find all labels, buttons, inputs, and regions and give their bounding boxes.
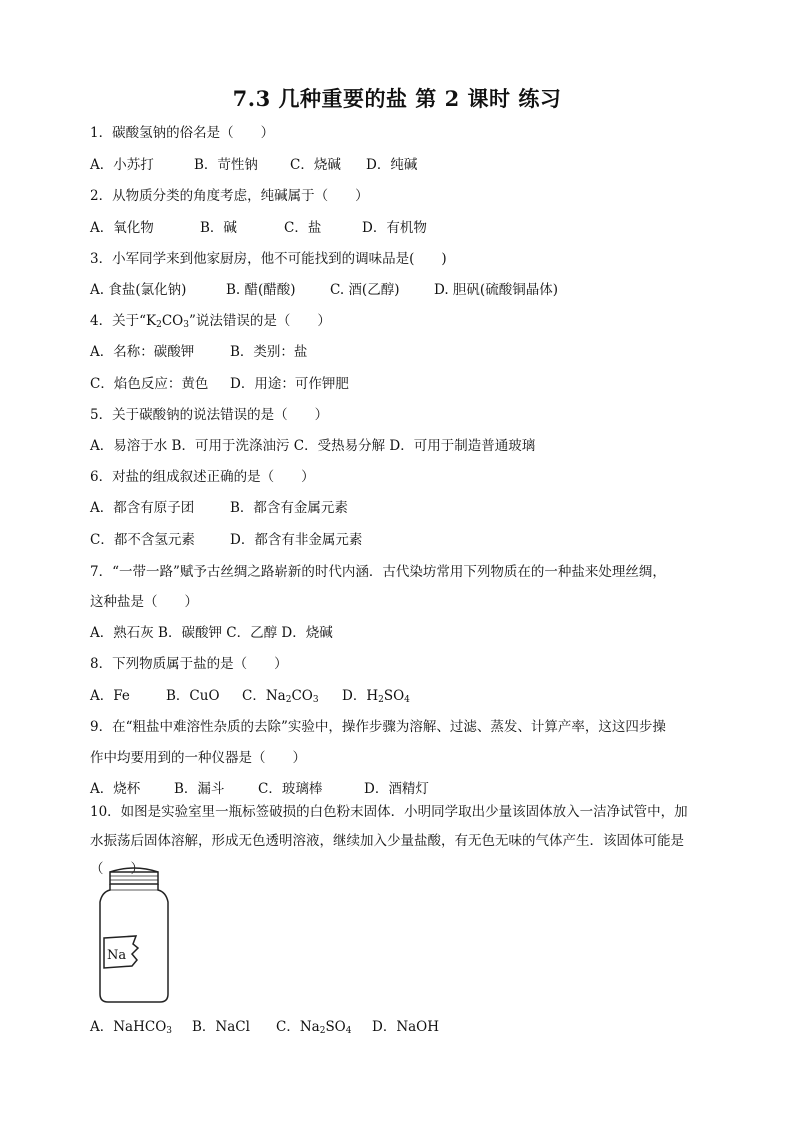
q6-option-a[interactable]: A．都含有原子团	[90, 500, 195, 516]
question-8-options	[90, 687, 410, 705]
q2-option-d[interactable]: D．有机物	[362, 220, 427, 236]
q4-option-a[interactable]: A．名称：碳酸钾	[90, 344, 195, 360]
question-9-stem-line2: 作中均要用到的一种仪器是（ ）	[90, 750, 306, 766]
question-8-stem: 8．下列物质属于盐的是（ ）	[90, 656, 288, 672]
question-7-options[interactable]: A．熟石灰 B．碳酸钾 C．乙醇 D．烧碱	[90, 625, 333, 641]
q8-d-sub2: 2	[378, 695, 384, 705]
q2-option-c[interactable]: C．盐	[284, 220, 322, 236]
q6-option-c[interactable]: C．都不含氢元素	[90, 532, 195, 548]
question-1-stem: 1．碳酸氢钠的俗名是（ ）	[90, 125, 275, 141]
question-7-stem-line1: 7．“一带一路”赋予古丝绸之路崭新的时代内涵．古代染坊常用下列物质在的一种盐来处理丝绸，	[90, 564, 666, 580]
q8-c-sub3: 3	[312, 695, 319, 705]
q3-option-d[interactable]: D. 胆矾(硫酸铜晶体)	[434, 282, 558, 298]
q8-option-b[interactable]: B．CuO	[166, 688, 220, 704]
question-6-stem: 6．对盐的组成叙述正确的是（ ）	[90, 469, 315, 485]
label-text: Na	[107, 948, 127, 963]
q8-d-mid: SO	[383, 688, 405, 704]
bottle-stopper	[110, 872, 158, 884]
question-9-stem-line1: 9．在“粗盐中难溶性杂质的去除”实验中，操作步骤为溶解、过滤、蒸发、计算产率，这这四步操	[90, 719, 666, 735]
q10-c-sub4: 4	[345, 1026, 352, 1036]
question-10-stem-line3: （ ）	[90, 861, 144, 877]
q4-sub-2: 2	[156, 320, 162, 330]
question-1-options	[90, 156, 417, 174]
q10-c-sub2: 2	[319, 1026, 326, 1036]
q1-option-d[interactable]: D．纯碱	[366, 157, 418, 173]
q10-c-text: C．Na	[276, 1019, 320, 1035]
q1-option-a[interactable]: A．小苏打	[90, 157, 154, 173]
q4-stem-pre: 4．关于“K	[90, 313, 157, 329]
q8-d-sub4: 4	[404, 695, 410, 705]
q4-option-d[interactable]: D．用途：可作钾肥	[230, 376, 349, 392]
q9-option-c[interactable]: C．玻璃棒	[258, 781, 323, 797]
question-10-stem-line2: 水振荡后固体溶解，形成无色透明溶液，继续加入少量盐酸，有无色无味的气体产生．该固体可能是	[90, 833, 684, 849]
question-2-options	[90, 219, 427, 237]
question-6-options-row1	[90, 499, 348, 517]
q10-a-sub3: 3	[166, 1026, 173, 1036]
q10-option-d[interactable]: D．NaOH	[372, 1019, 440, 1035]
question-7-stem-line2: 这种盐是（ ）	[90, 594, 198, 610]
q9-option-a[interactable]: A．烧杯	[90, 781, 141, 797]
q4-option-b[interactable]: B．类别：盐	[230, 344, 308, 360]
q8-c-mid: CO	[291, 688, 313, 704]
question-4-options-row1	[90, 343, 307, 361]
question-9-options	[90, 780, 429, 798]
q10-option-b[interactable]: B．NaCl	[192, 1019, 250, 1035]
q8-c-text: C．Na	[242, 688, 286, 704]
question-10-options	[90, 1018, 439, 1036]
q1-option-c[interactable]: C．烧碱	[290, 157, 341, 173]
q8-c-sub2: 2	[285, 695, 292, 705]
question-10-stem-line1: 10．如图是实验室里一瓶标签破损的白色粉末固体．小明同学取出少量该固体放入一洁净试管中，加	[90, 804, 688, 820]
q1-option-b[interactable]: B．苛性钠	[194, 157, 258, 173]
q4-stem-post: ”说法错误的是（ ）	[188, 313, 331, 329]
question-5-options[interactable]: A．易溶于水 B．可用于洗涤油污 C．受热易分解 D．可用于制造普通玻璃	[90, 438, 536, 454]
q6-option-b[interactable]: B．都含有金属元素	[230, 500, 348, 516]
q8-d-text: D．H	[342, 688, 379, 704]
q8-option-d[interactable]	[342, 687, 410, 705]
question-4-stem	[90, 312, 331, 330]
q10-option-c[interactable]	[276, 1018, 372, 1036]
q10-c-mid: SO	[325, 1019, 346, 1035]
question-5-stem: 5．关于碳酸钠的说法错误的是（ ）	[90, 407, 329, 423]
page-title: 7.3 几种重要的盐 第 2 课时 练习	[232, 86, 562, 111]
q8-option-a[interactable]: A．Fe	[90, 688, 130, 704]
q9-option-d[interactable]: D．酒精灯	[364, 781, 429, 797]
q3-option-a[interactable]: A. 食盐(氯化钠)	[90, 282, 187, 298]
q4-option-c[interactable]: C．焰色反应：黄色	[90, 376, 209, 392]
q10-a-text: A．NaHCO	[90, 1019, 167, 1035]
q4-stem-mid: CO	[161, 313, 184, 329]
q10-option-a[interactable]	[90, 1018, 192, 1036]
question-3-stem: 3．小军同学来到他家厨房，他不可能找到的调味品是( )	[90, 251, 447, 267]
q3-option-c[interactable]: C. 酒(乙醇)	[330, 282, 400, 298]
q8-option-c[interactable]	[242, 687, 342, 705]
question-3-options	[90, 281, 558, 299]
q9-option-b[interactable]: B．漏斗	[174, 781, 225, 797]
q2-option-b[interactable]: B．碱	[200, 220, 237, 236]
q3-option-b[interactable]: B. 醋(醋酸)	[226, 282, 296, 298]
question-4-options-row2	[90, 375, 349, 393]
reagent-bottle-illustration	[92, 862, 176, 1004]
q2-option-a[interactable]: A．氧化物	[90, 220, 154, 236]
q4-sub-3: 3	[183, 320, 189, 330]
question-2-stem: 2．从物质分类的角度考虑，纯碱属于（ ）	[90, 188, 369, 204]
q6-option-d[interactable]: D．都含有非金属元素	[230, 532, 363, 548]
question-6-options-row2	[90, 531, 362, 549]
